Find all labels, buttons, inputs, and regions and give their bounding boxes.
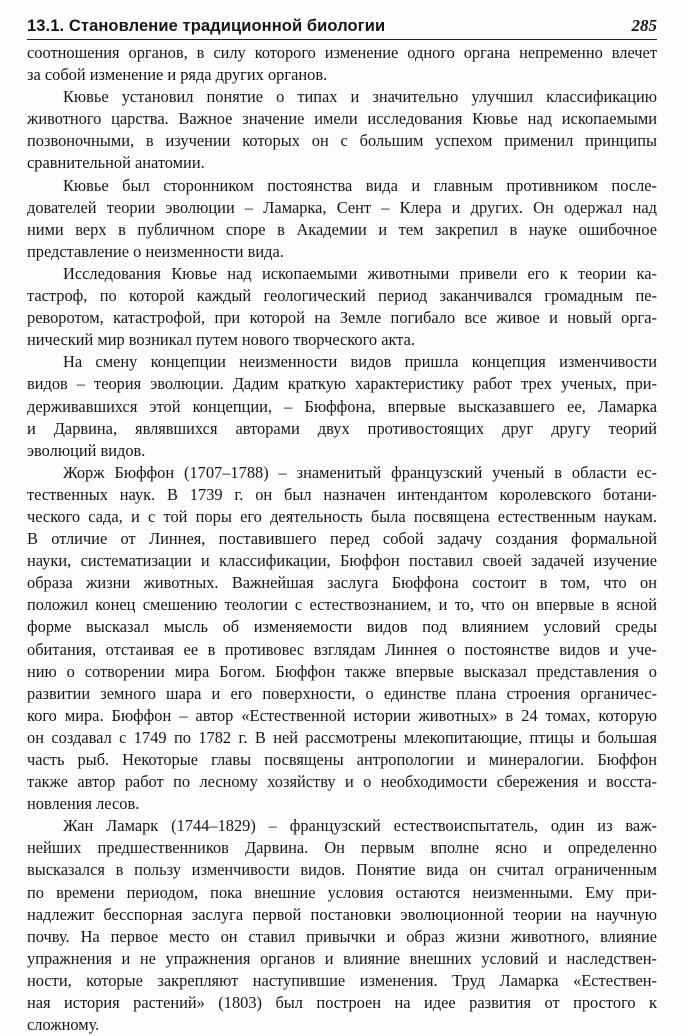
text-line: эволюций видов. [27, 440, 146, 460]
text-line: позвоночными, в изучении которых он с большим успехом применил принципы [27, 131, 657, 151]
text-line: Исследования Кювье над ископаемыми животными привели его к теории ка- [63, 263, 657, 283]
text-line: На смену концепции неизменности видов пришла концепция изменчивости [63, 352, 657, 372]
paragraph [27, 351, 657, 461]
text-line: ними верх в публичном споре в Академии и тем закрепил в науке ошибочное [27, 219, 657, 239]
paragraph [27, 815, 657, 1036]
text-line: животного царства. Важное значение имели исследования Кювье над ископаемыми [27, 109, 657, 129]
text-line: форме высказал мысль об изменяемости видов под влиянием условий среды [27, 617, 657, 637]
text-line: тастроф, по которой каждый геологический период заканчивался громадным пе- [27, 286, 657, 306]
text-line: нейших предшественников Дарвина. Он первым вполне ясно и определенно [27, 838, 657, 858]
text-line: образа жизни животных. Важнейшая заслуга Бюффона состоит в том, что он [27, 573, 657, 593]
text-line: нию о сотворении мира Богом. Бюффон также впервые высказал представления о [27, 661, 657, 681]
text-line: обитания, отстаивая ее в противовес взглядам Линнея о постоянстве видов и уче- [27, 639, 657, 659]
text-line: ности, которые закрепляют наступившие изменения. Труд Ламарка «Естествен- [27, 970, 657, 990]
text-line: положил конец смешению теологии с естествознанием, и то, что он впервые в ясной [27, 595, 657, 615]
text-line: сравнительной анатомии. [27, 153, 205, 173]
text-line: реворотом, катастрофой, при которой на Земле погибало все живое и новый орга- [27, 308, 657, 328]
text-line: надлежит бесспорная заслуга первой постановки эволюционной теории на научную [27, 904, 657, 924]
text-line: ная история растений» (1803) был построен на идее развития от простого к [27, 993, 657, 1013]
text-line: соотношения органов, в силу которого изменение одного органа непременно влечет [27, 43, 657, 62]
text-line: ческого сада, и с той поры его деятельность была посвящена естественным наукам. [27, 506, 657, 526]
text-line: Жан Ламарк (1744–1829) – французский естествоиспытатель, один из важ- [63, 816, 657, 836]
text-line: и Дарвина, являвшихся авторами двух противостоящих друг другу теорий [27, 418, 657, 438]
paragraph [27, 263, 657, 351]
text-line: Кювье был сторонником постоянства вида и главным противником после- [63, 175, 657, 195]
text-line: он создавал с 1749 по 1782 г. В ней рассмотрены млекопитающие, птицы и большая [27, 727, 657, 747]
text-line: видов – теория эволюции. Дадим краткую характеристику работ трех ученых, при- [27, 374, 657, 394]
paragraph [27, 42, 657, 86]
paragraph [27, 86, 657, 174]
text-line: по времени периодом, пока внешние условия остаются неизменными. Ему при- [27, 882, 657, 902]
text-line: новления лесов. [27, 794, 140, 814]
text-line: тественных наук. В 1739 г. он был назначен интендантом королевского ботани- [27, 484, 657, 504]
text-line: почву. На первое место он ставил привычки и образ жизни животного, влияние [27, 926, 657, 946]
text-line: развитии земного шара и его поверхности, о единстве плана строения органичес- [27, 683, 657, 703]
page-body [27, 42, 657, 1036]
text-line: также автор работ по лесному хозяйству и о необходимости сбережения и восста- [27, 772, 657, 792]
text-line: упражнения и не упражнения органов и влияние внешних условий и наследствен- [27, 948, 657, 968]
header-rule [27, 39, 657, 40]
text-line: науки, систематизации и классификации, Бюффон поставил своей задачей изучение [27, 551, 657, 571]
text-line: за собой изменение и ряда других органов. [27, 65, 328, 85]
text-line: Жорж Бюффон (1707–1788) – знаменитый французский ученый в области ес- [63, 462, 657, 482]
paragraph [27, 462, 657, 816]
text-line: кого мира. Бюффон – автор «Естественной истории животных» в 24 томах, которую [27, 705, 657, 725]
text-line: высказался в пользу изменчивости видов. Понятие вида он считал ограниченным [27, 860, 657, 880]
page-number: 285 [631, 16, 657, 35]
text-line: держивавшихся этой концепции, – Бюффона, впервые высказавшего ее, Ламарка [27, 396, 657, 416]
text-line: нический мир возникал путем нового творческого акта. [27, 330, 415, 350]
text-line: Кювье установил понятие о типах и значительно улучшил классификацию [63, 87, 657, 107]
text-line: представление о неизменности вида. [27, 241, 284, 261]
text-line: дователей теории эволюции – Ламарка, Сент – Клера и других. Он одержал над [27, 197, 657, 217]
text-line: В отличие от Линнея, поставившего перед собой задачу создания формальной [27, 529, 657, 549]
text-line: сложному. [27, 1015, 100, 1035]
text-line: часть рыб. Некоторые главы посвящены антропологии и минералогии. Бюффон [27, 750, 657, 769]
section-title: 13.1. Становление традиционной биологии [27, 17, 386, 35]
paragraph [27, 175, 657, 263]
running-header [27, 14, 657, 36]
